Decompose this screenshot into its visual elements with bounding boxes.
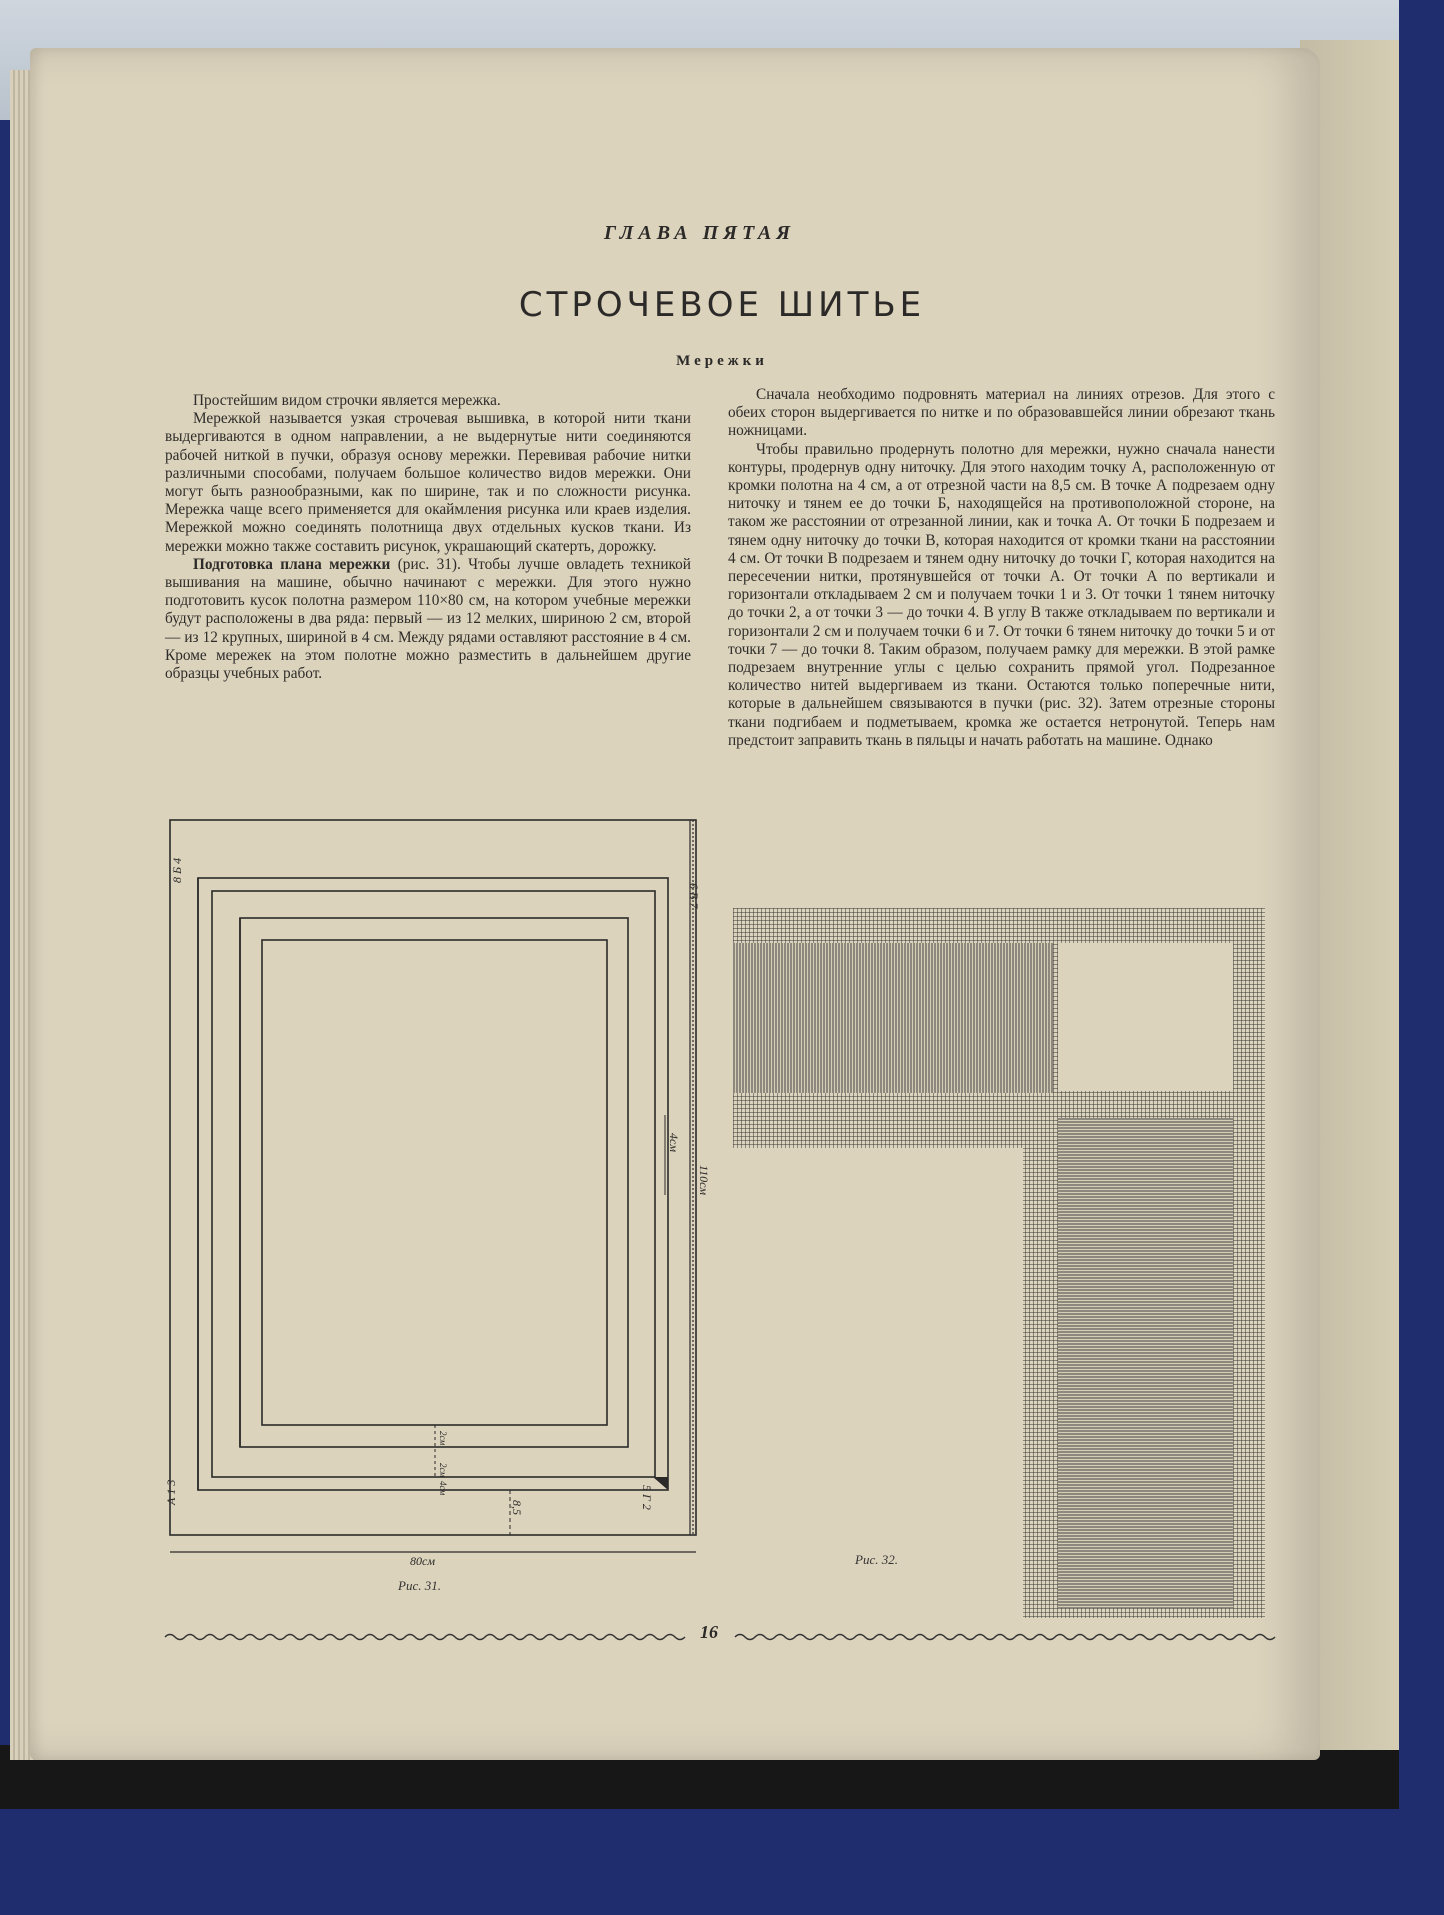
figure-32-fabric-illustration: [733, 908, 1268, 1618]
dim-width-label: 80см: [410, 1554, 435, 1568]
dim-2cm-label-b: 2см: [438, 1463, 448, 1478]
outer-frame-inner-line: [212, 891, 655, 1477]
dim-height-label: 110см: [697, 1165, 711, 1196]
corner-cut-mark: [653, 1477, 668, 1490]
outer-frame-line: [198, 878, 668, 1490]
label-top-right: 6 В 7: [687, 883, 701, 909]
footer-ornament-left: [165, 1630, 690, 1644]
figure-31-caption: Рис. 31.: [398, 1578, 441, 1593]
page-number: 16: [700, 1622, 718, 1642]
fabric-outline: [170, 820, 696, 1535]
footer-ornament-right: [735, 1630, 1275, 1644]
inner-frame-inner-line: [262, 940, 607, 1425]
dim-4cm-label: 4см: [667, 1133, 681, 1152]
right-column: [728, 386, 1275, 750]
paragraph-lead: Подготовка плана мережки: [193, 555, 391, 573]
chapter-label: ГЛАВА ПЯТАЯ: [603, 222, 796, 244]
dim-8-5-label: 8,5: [510, 1500, 524, 1515]
inner-frame-line: [240, 918, 628, 1447]
dim-4cm-label-b: 4см: [438, 1481, 448, 1496]
label-top-left: 8 Б 4: [170, 857, 184, 883]
right-paragraph-1: Сначала необходимо подровнять материал на линиях отрезов. Для этого с обеих сторон выдергивается по нитке и по образовавшейся линии обрезают ткань ножницами.: [728, 386, 1275, 440]
label-bottom-left: А 1 3: [164, 1479, 178, 1505]
figure-32-caption: Рис. 32.: [855, 1552, 898, 1567]
paragraph-text: (рис. 31). Чтобы лучше овладеть техникой вышивания на машине, обычно начинают с мережки. Для этого нужно подготовить кусок полотна размером 110×80 см, на котором учебные мережки будут расположены в два ряда: первый — из 12 мелких, шириною 2 см, второй — из 12 крупных, шириной в 4 см. Между рядами оставляют расстояние в 4 см. Кроме мережек на этом полотне можно разместить в дальнейшем другие образцы учебных работ.: [165, 555, 691, 683]
left-column: [165, 392, 691, 683]
right-paragraph-2: Чтобы правильно продернуть полотно для мережки, нужно сначала нанести контуры, продернув одну ниточку. Для этого находим точку А, расположенную от кромки полотна на 4 см, а от отрезной части на 8,5 см. В точке А подрезаем одну ниточку и тянем ее до точки Б, находящейся на противоположной стороне, на таком же расстоянии от отрезанной линии, как и точка А. От точки Б подрезаем и тянем одну ниточку до точки В, которая находится от кромки ткани на расстоянии 4 см. От точки В подрезаем и тянем одну ниточку до точки Г, которая находится на пересечении нитки, протянувшейся от точки А. От точки А по вертикали и горизонтали откладываем 2 см и получаем точки 1 и 3. От точки 1 тянем ниточку до точки 2, а от точки 3 — до точки 4. В углу В также откладываем по вертикали и горизонтали 2 см и получаем точки 6 и 7. От точки 6 тянем ниточку до точки 5 и от точки 7 — до точки 8. Таким образом, получаем рамку для мережки. В этой рамке подрезаем внутренние углы с целью сохранить прямой угол. Подрезанное количество нитей выдергиваем из ткани. Остаются только поперечные нити, которые в дальнейшем связываются в пучки (рис. 32). Затем отрезные стороны ткани подгибаем и подметываем, кромка же остается нетронутой. Теперь нам предстоит заправить ткань в пяльцы и начать работать на машине. Однако: [728, 440, 1275, 749]
label-bottom-right: 5 Г 2: [640, 1485, 654, 1510]
left-paragraph-1: Простейшим видом строчки является мережка.: [193, 392, 501, 409]
page-title: СТРОЧЕВОЕ ШИТЬЕ: [518, 285, 926, 325]
dim-2cm-label-a: 2см: [438, 1431, 448, 1446]
left-paragraph-3: [165, 556, 691, 683]
left-paragraph-2: Мережкой называется узкая строчевая вышивка, в которой нити ткани выдергиваются в одном направлении, а не выдернутые нити соединяются рабочей ниткой в пучки, образуя основу мережки. Перевивая рабочие нитки различными способами, получаем большое количество видов мережки. Они могут быть разнообразными, как по ширине, так и по сложности рисунка. Мережка чаще всего применяется для окаймления рисунка или краев изделия. Мережкой можно соединять полотнища двух отдельных кусков ткани. Из мережки можно также составить рисунок, украшающий скатерть, дорожку.: [165, 410, 691, 555]
section-subtitle: Мережки: [676, 353, 768, 369]
